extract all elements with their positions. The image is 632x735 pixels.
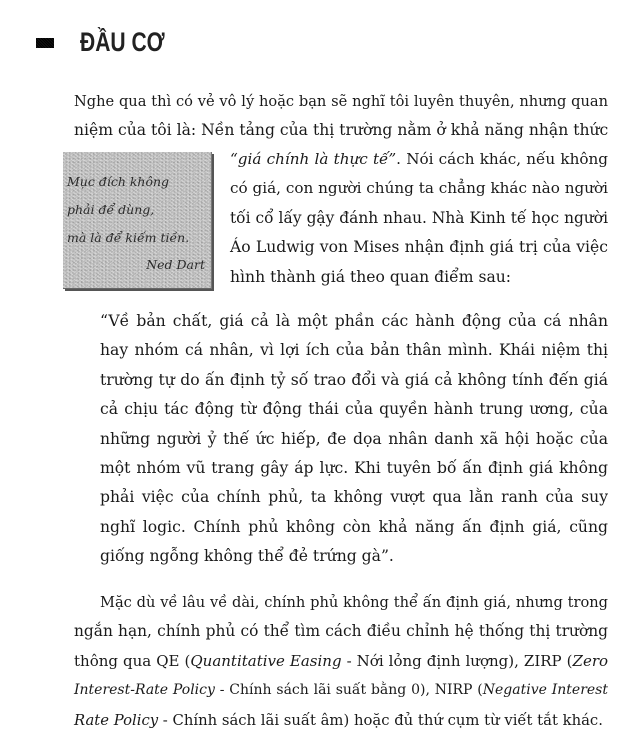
para3-text: - Chính sách lãi suất bằng 0), NIRP ( xyxy=(214,682,483,699)
quote-line: một nhóm vũ trang gây áp lực. Khi tuyên bố ấn định giá không xyxy=(100,459,608,478)
para3-line-5 xyxy=(74,706,608,735)
term-italic: Zero xyxy=(572,651,609,670)
quote-line: trường tự do ấn định tỷ số trao đổi và giá cả không tính đến giá xyxy=(100,370,608,389)
intro-line-6: Áo Ludwig von Mises nhận định giá trị của việc xyxy=(230,238,608,257)
sidebar-quote-line-3: mà là để kiếm tiền. xyxy=(67,230,190,245)
sidebar-quote-line-1: Mục đích không xyxy=(67,174,170,189)
intro-line-2: niệm của tôi là: Nền tảng của thị trường nằm ở khả năng nhận thức xyxy=(74,121,609,140)
para3-line-4 xyxy=(74,676,608,705)
term-italic: Quantitative Easing xyxy=(190,651,342,670)
sidebar-quote-author: Ned Dart xyxy=(146,257,205,272)
quote-line: phải việc của chính phủ, ta không vượt qua lằn ranh của suy xyxy=(100,488,608,507)
term-italic: Negative Interest xyxy=(482,682,608,699)
para3-line-1: Mặc dù về lâu về dài, chính phủ không thể ấn định giá, nhưng trong xyxy=(100,594,608,611)
intro-line-3-rest: . Nói cách khác, nếu không xyxy=(396,150,609,168)
closing-paragraph xyxy=(74,588,608,735)
sidebar-quote-line-2: phải để dùng, xyxy=(67,202,155,217)
block-quote xyxy=(100,307,608,572)
para3-text: - Nới lỏng định lượng), ZIRP ( xyxy=(341,651,573,670)
intro-line-7: hình thành giá theo quan điểm sau: xyxy=(230,267,512,286)
intro-line-3 xyxy=(230,145,608,174)
intro-line-5: tối cổ lấy gậy đánh nhau. Nhà Kinh tế học người xyxy=(230,208,608,227)
intro-paragraph-top xyxy=(74,87,608,146)
intro-emphasis: “giá chính là thực tế” xyxy=(230,150,397,168)
term-italic: Interest-Rate Policy xyxy=(74,682,215,699)
quote-line: hay nhóm cá nhân, vì lợi ích của bản thân mình. Khái niệm thị xyxy=(100,341,608,360)
para3-line-2: ngắn hạn, chính phủ có thể tìm cách điều chỉnh hệ thống thị trường xyxy=(74,622,608,641)
term-italic: Rate Policy xyxy=(74,711,159,729)
quote-line: nghĩ logic. Chính phủ không còn khả năng ấn định giá, cũng xyxy=(100,517,608,536)
quote-line: giống ngỗng không thể đẻ trứng gà”. xyxy=(100,547,394,566)
quote-line: cả chịu tác động từ động thái của quyền hành trung ương, của xyxy=(100,400,608,419)
section-heading xyxy=(36,26,189,58)
quote-line: “Về bản chất, giá cả là một phần các hành động của cá nhân xyxy=(100,312,608,330)
para3-text: - Chính sách lãi suất âm) hoặc đủ thứ cụm từ viết tắt khác. xyxy=(158,711,603,729)
heading-marker-icon xyxy=(36,38,54,48)
intro-paragraph-wrap xyxy=(230,145,608,292)
quote-line: những người ỷ thế ức hiếp, đe dọa nhân danh xã hội hoặc của xyxy=(100,429,608,448)
para3-line-3 xyxy=(74,647,608,676)
para3-text: thông qua QE ( xyxy=(74,651,191,670)
intro-line-4: có giá, con người chúng ta chẳng khác nào người xyxy=(230,179,608,198)
heading-title: ĐẦU CƠ xyxy=(80,26,165,57)
sidebar-quote-box xyxy=(63,152,212,289)
intro-line-1: Nghe qua thì có vẻ vô lý hoặc bạn sẽ nghĩ tôi luyên thuyên, nhưng quan xyxy=(74,93,608,110)
